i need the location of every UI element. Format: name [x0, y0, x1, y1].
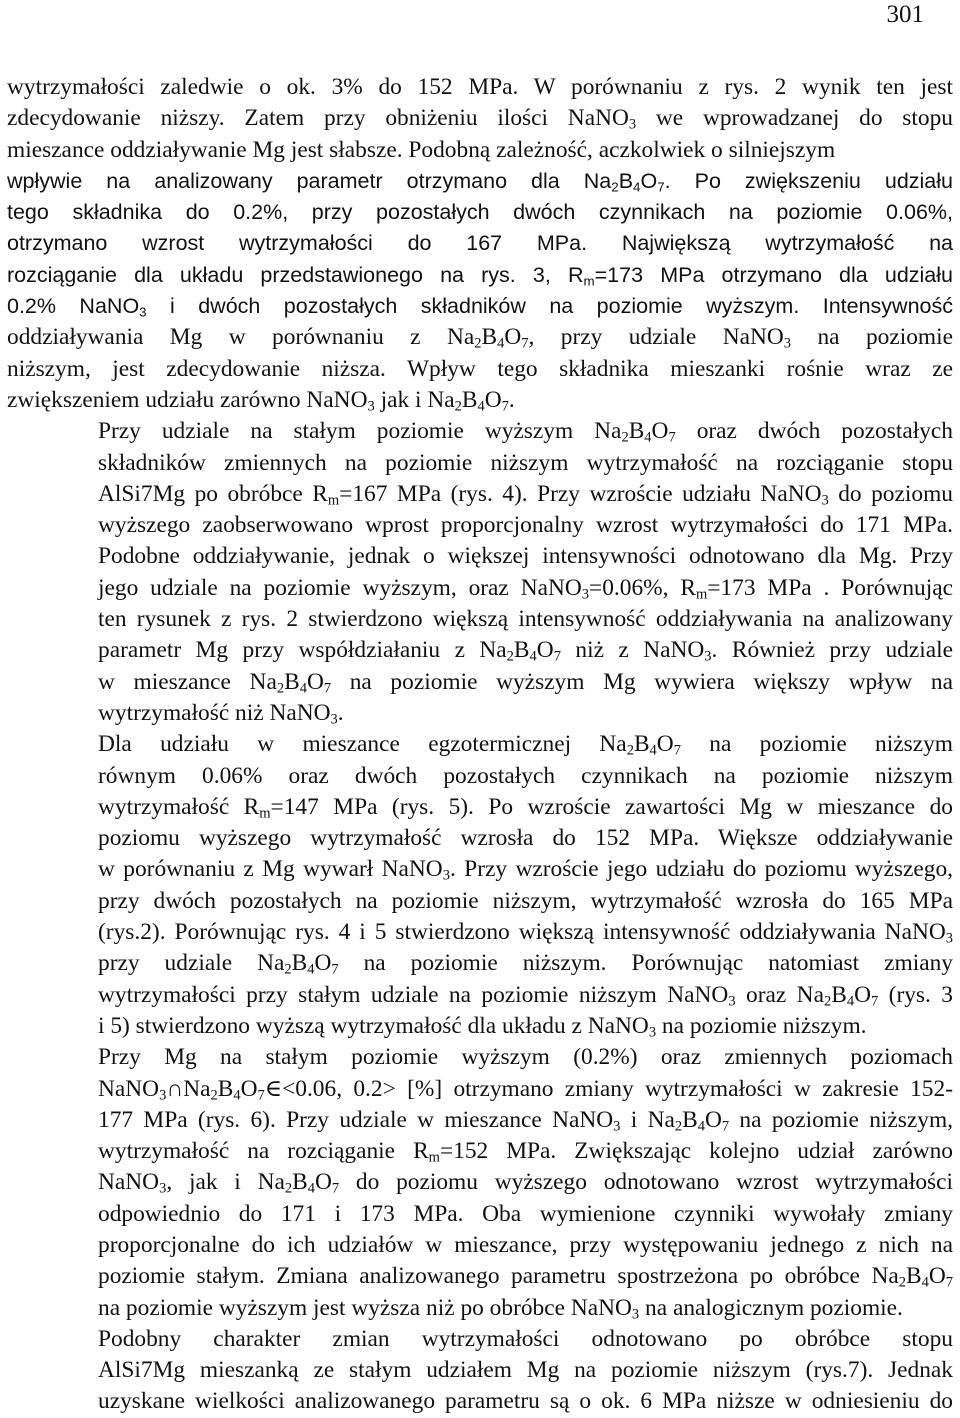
text-line: zwiększeniem udziału zarówno NaNO$_3$ jak i $Na_2B_4O_7$. [7, 386, 515, 415]
text-line: Przy Mg na stałym poziomie wyższym (0.2%) oraz zmiennych poziomach [98, 1044, 953, 1071]
paragraph-1 [7, 72, 953, 416]
text-line: przy dwóch pozostałych na poziomie niższym, wytrzymałość wzrosła do 165 MPa [98, 887, 953, 914]
text-line: niższym, jest zdecydowanie niższa. Wpływ tego składnika mieszanki rośnie wraz ze [7, 355, 953, 382]
text-line: poziomu wyższego wytrzymałość wzrosła do 152 MPa. Większe oddziaływanie [98, 825, 953, 852]
page-number: 301 [886, 1, 924, 28]
paragraph-5 [7, 1324, 953, 1418]
text-line: równym 0.06% oraz dwóch pozostałych czynnikach na poziomie niższym [98, 762, 953, 789]
text-line: i 5) stwierdzono wyższą wytrzymałość dla układu z NaNO$_3$ na poziomie niższym. [98, 1012, 867, 1041]
text-line: jego udziale na poziomie wyższym, oraz NaNO$_3$=0.06%, $R_m=173$ MPa . Porównując [98, 574, 953, 603]
text-line: wytrzymałość na rozciąganie $R_m=152$ MPa. Zwiększając kolejno udział zarówno [98, 1138, 953, 1166]
text-line: Podobne oddziaływanie, jednak o większej intensywności odnotowano dla Mg. Przy [98, 543, 953, 570]
text-line: otrzymano wzrost wytrzymałości do 167 MPa. Największą wytrzymałość na [7, 231, 953, 256]
text-line: odpowiednio do 171 i 173 MPa. Oba wymienione czynniki wywołały zmiany [98, 1200, 953, 1227]
text-line: 177 MPa (rys. 6). Przy udziale w mieszance NaNO$_3$ i $Na_2B_4O_7$ na poziomie niższym, [98, 1106, 953, 1135]
text-line: tego składnika do 0.2%, przy pozostałych dwóch czynnikach na poziomie 0.06%, [7, 200, 953, 225]
text-line: wyższego zaobserwowano wprost proporcjonalny wzrost wytrzymałości do 171 MPa. [98, 512, 953, 539]
text-line: wytrzymałość $R_m=147$ MPa (rys. 5). Po wzroście zawartości Mg w mieszance do [98, 793, 954, 822]
text-line: (rys.2). Porównując rys. 4 i 5 stwierdzono większą intensywność oddziaływania NaNO$_3$ [98, 919, 953, 947]
text-line: $NaNO_3\cap Na_2B_4O_7\in<0.06$, 0.2> [%] otrzymano zmiany wytrzymałości w zakresie 152- [98, 1075, 953, 1104]
text-line: oddziaływania Mg w porównaniu z $Na_2B_4O_7$, przy udziale NaNO$_3$ na poziomie [7, 324, 954, 352]
text-line: rozciąganie dla układu przedstawionego na rys. 3, $R_m=173$ MPa otrzymano dla udziału [7, 262, 953, 289]
text-line: wpływie na analizowany parametr otrzymano dla $Na_2B_4O_7$. Po zwiększeniu udziału [7, 168, 954, 195]
text-line: Podobny charakter zmian wytrzymałości odnotowano po obróbce stopu [98, 1325, 953, 1352]
paragraph-4 [7, 1042, 953, 1324]
text-line: NaNO$_3$, jak i $Na_2B_4O_7$ do poziomu wyższego odnotowano wzrost wytrzymałości [98, 1169, 953, 1198]
text-line: w porównaniu z Mg wywarł NaNO$_3$. Przy wzroście jego udziału do poziomu wyższego, [98, 856, 953, 885]
text-line: Przy udziale na stałym poziomie wyższym $Na_2B_4O_7$ oraz dwóch pozostałych [98, 418, 953, 446]
text-line: zdecydowanie niższy. Zatem przy obniżeniu ilości NaNO$_3$ we wprowadzanej do stopu [7, 105, 953, 133]
text-line: AlSi7Mg mieszanką ze stałym udziałem Mg na poziomie niższym (rys.7). Jednak [98, 1357, 953, 1384]
text-line: wytrzymałości zaledwie o ok. 3% do 152 MPa. W porównaniu z rys. 2 wynik ten jest [7, 74, 953, 100]
text-line: przy udziale $Na_2B_4O_7$ na poziomie niższym. Porównując natomiast zmiany [98, 950, 953, 978]
text-line: w mieszance $Na_2B_4O_7$ na poziomie wyższym Mg wywiera większy wpływ na [98, 668, 953, 697]
text-line: wytrzymałość niż NaNO$_3$. [98, 699, 344, 728]
text-line: składników zmiennych na poziomie niższym wytrzymałość na rozciąganie stopu [98, 449, 953, 476]
paragraph-2 [7, 416, 953, 729]
text-line: parametr Mg przy współdziałaniu z $Na_2B_4O_7$ niż z NaNO$_3$. Również przy udziale [98, 637, 953, 665]
body-text [7, 72, 953, 1418]
text-line: wytrzymałości przy stałym udziale na poziomie niższym NaNO$_3$ oraz $Na_2B_4O_7$ (rys. 3 [98, 981, 953, 1010]
text-line: 0.2% NaNO$_3$ i dwóch pozostałych składników na poziomie wyższym. Intensywność [7, 294, 953, 320]
text-line: AlSi7Mg po obróbce $R_m=167$ MPa (rys. 4). Przy wzroście udziału NaNO$_3$ do poziomu [98, 480, 953, 509]
text-line: na poziomie wyższym jest wyższa niż po obróbce NaNO$_3$ na analogicznym poziomie. [98, 1294, 903, 1323]
text-line: uzyskane wielkości analizowanego parametru są o ok. 6 MPa niższe w odniesieniu do [98, 1388, 953, 1415]
text-line: mieszance oddziaływanie Mg jest słabsze. Podobną zależność, aczkolwiek o silniejszym [7, 136, 836, 163]
text-line: ten rysunek z rys. 2 stwierdzono większą intensywność oddziaływania na analizowany [98, 606, 953, 633]
paragraph-3 [7, 729, 953, 1042]
text-line: poziomie stałym. Zmiana analizowanego parametru spostrzeżona po obróbce $Na_2B_4O_7$ [98, 1263, 953, 1291]
text-line: proporcjonalne do ich udziałów w mieszance, przy występowaniu jednego z nich na [98, 1231, 953, 1258]
text-line: Dla udziału w mieszance egzotermicznej $Na_2B_4O_7$ na poziomie niższym [98, 731, 953, 759]
